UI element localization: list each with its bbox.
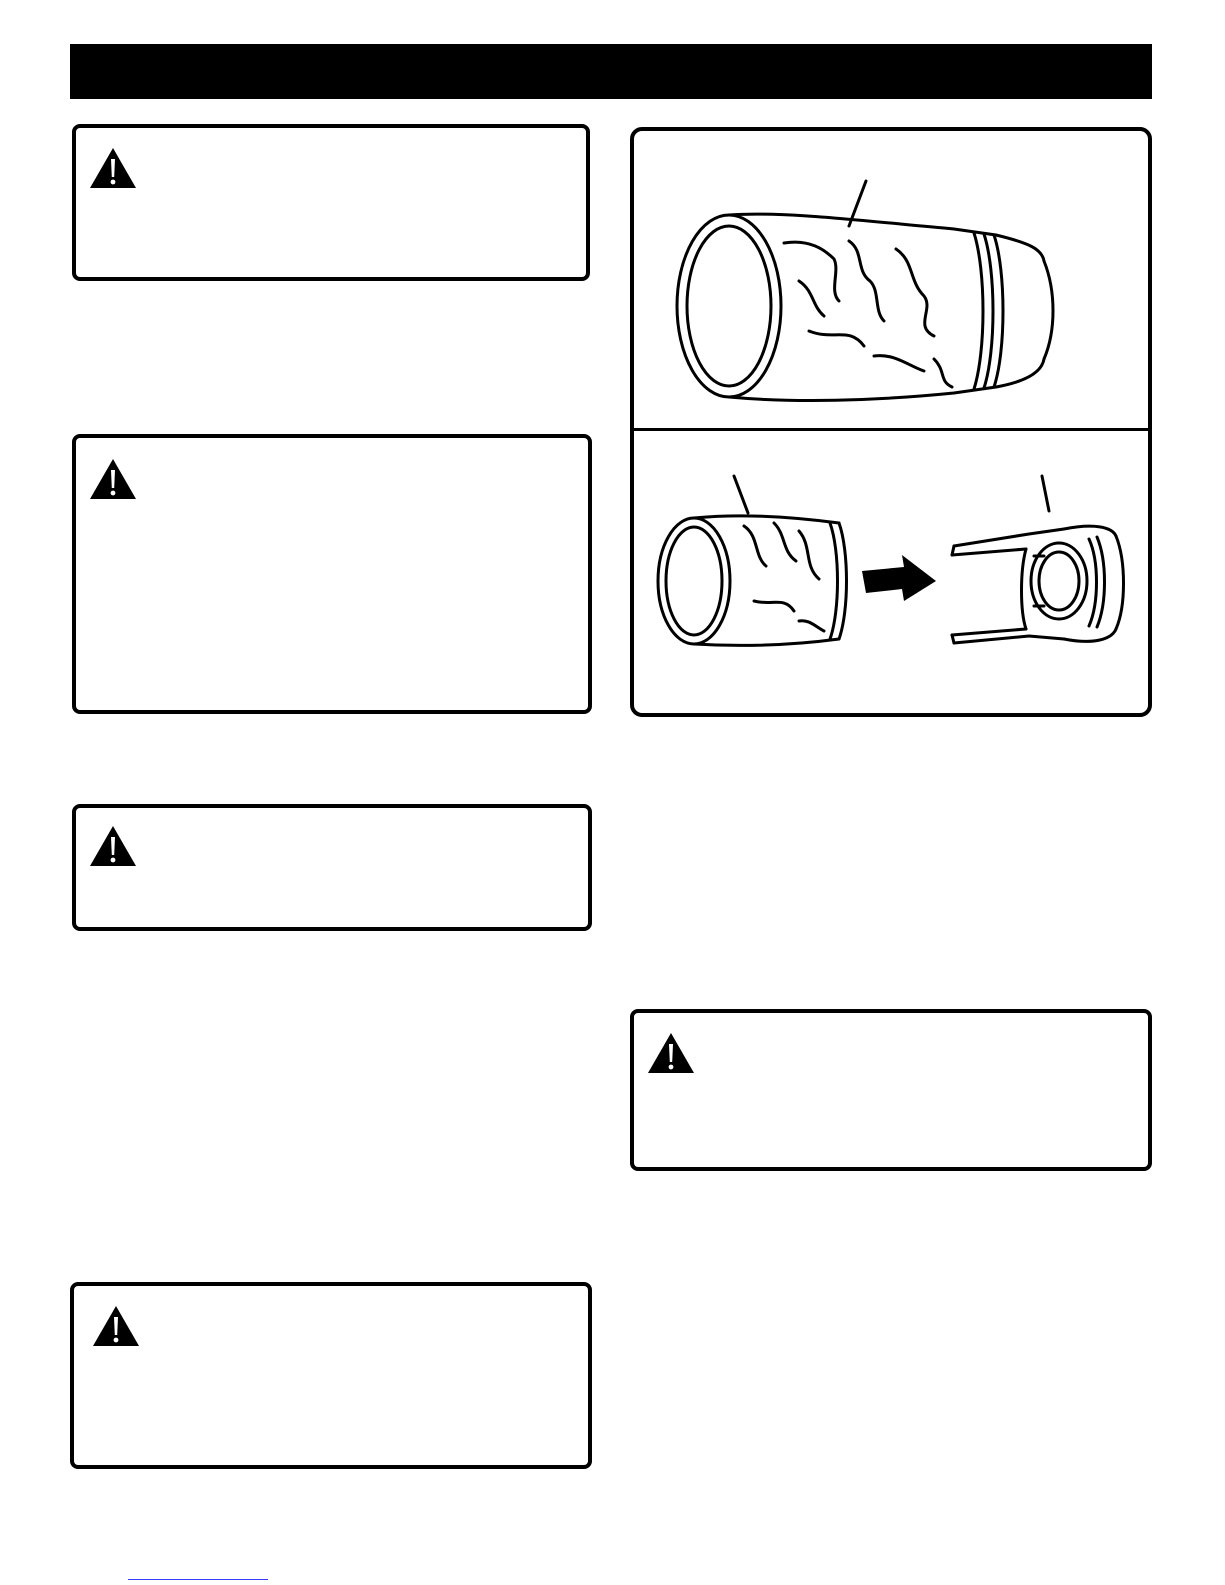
warning-triangle-icon <box>88 457 138 501</box>
warning-triangle-icon <box>88 146 138 190</box>
warning-box-5 <box>70 1282 592 1469</box>
warning-triangle-icon <box>88 824 138 868</box>
warning-triangle-icon <box>91 1304 141 1348</box>
footer-link-underline <box>128 1579 268 1580</box>
warning-box-3 <box>72 804 592 931</box>
warning-box-1 <box>72 124 590 281</box>
arrow-right-icon <box>862 555 936 601</box>
figure-panel <box>630 127 1152 717</box>
filter-bag-illustration <box>634 131 1148 427</box>
warning-box-4 <box>630 1009 1152 1171</box>
section-header-bar <box>70 44 1152 99</box>
warning-box-2 <box>72 434 592 714</box>
warning-triangle-icon <box>646 1031 696 1075</box>
filter-bag-and-holder-illustration <box>634 431 1148 713</box>
